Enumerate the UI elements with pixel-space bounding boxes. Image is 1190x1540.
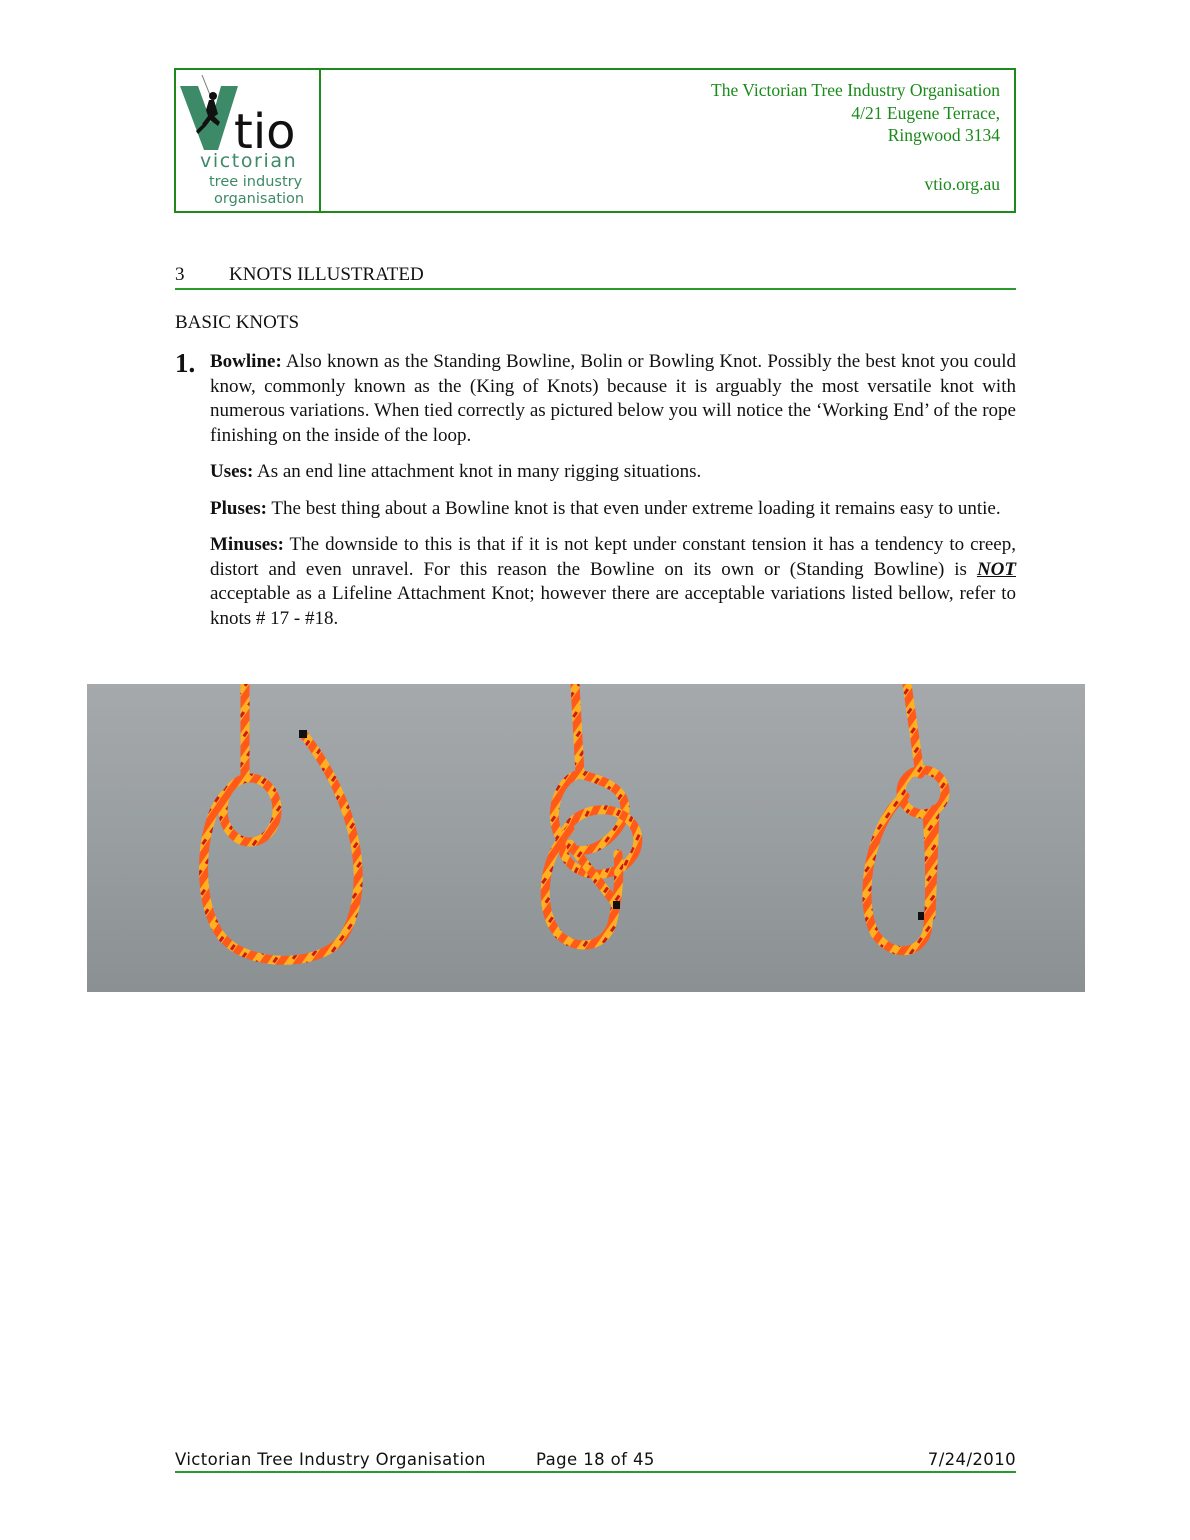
- subsection-heading: BASIC KNOTS: [175, 312, 300, 333]
- knot-photo-step-3: [735, 684, 1085, 992]
- knot-photo-strip: [87, 684, 1085, 992]
- website-link[interactable]: vtio.org.au: [924, 173, 1000, 194]
- rope: [867, 684, 945, 951]
- pluses-text: The best thing about a Bowline knot is that even under extreme loading it remains easy to untie.: [267, 497, 1001, 519]
- page-footer: [175, 1450, 1016, 1473]
- knot-number: 1.: [175, 348, 196, 378]
- knot-minuses: [210, 533, 1016, 631]
- knot-name-label: Bowline:: [210, 351, 282, 372]
- footer-org: Victorian Tree Industry Organisation: [175, 1450, 486, 1469]
- section-heading: [175, 264, 1016, 290]
- street-address: 4/21 Eugene Terrace,: [851, 102, 1000, 123]
- rope-end-cap: [299, 730, 307, 738]
- knot-pluses: [210, 497, 1016, 522]
- knot-body: [210, 350, 1016, 643]
- section-title: KNOTS ILLUSTRATED: [229, 264, 424, 285]
- knot-description: [210, 350, 1016, 448]
- not-emphasis: NOT: [976, 558, 1016, 580]
- rope: [204, 684, 359, 960]
- uses-text: As an end line attachment knot in many rigging situations.: [253, 461, 702, 482]
- address-block: [711, 79, 1000, 195]
- page-number: Page 18 of 45: [536, 1450, 655, 1469]
- vtio-logo-graphic: [176, 70, 319, 211]
- rope-end-cap: [918, 912, 924, 920]
- city-postcode: Ringwood 3134: [887, 125, 1000, 145]
- knot-uses: [210, 460, 1016, 485]
- logo-line1: victorian: [200, 150, 298, 172]
- minuses-text-a: The downside to this is that if it is not kept under constant tension it has a tendency to creep, distort and even unravel. For this reason the Bowline on its own or (Standing Bowline) is: [210, 534, 1016, 580]
- footer-date: 7/24/2010: [927, 1450, 1016, 1469]
- knot-photo-step-1: [87, 684, 429, 992]
- minuses-label: Minuses:: [210, 534, 284, 555]
- pluses-label: Pluses:: [210, 497, 267, 519]
- knot-photo-step-2: [420, 684, 735, 992]
- logo-tio-text: tio: [234, 104, 296, 160]
- org-name: The Victorian Tree Industry Organisation: [711, 80, 1000, 100]
- section-number: 3: [175, 264, 185, 285]
- logo: [176, 70, 321, 211]
- rope-end-cap: [613, 901, 620, 909]
- uses-label: Uses:: [210, 461, 254, 482]
- rope: [545, 684, 643, 945]
- logo-line2: tree industry: [209, 174, 303, 190]
- description-text: Also known as the Standing Bowline, Bolin or Bowling Knot. Possibly the best knot you could know, commonly known as the (King of Knots) because it is arguably the most versatile knot with numerous variations. When tied correctly as pictured below you will notice the ‘Working End’ of the rope finishing on the inside of the loop.: [210, 351, 1016, 446]
- minuses-text-b: acceptable as a Lifeline Attachment Knot; however there are acceptable variations listed bellow, refer to knots # 17 - #18.: [210, 583, 1016, 629]
- logo-line3: organisation: [214, 191, 305, 207]
- letterhead: [174, 68, 1016, 213]
